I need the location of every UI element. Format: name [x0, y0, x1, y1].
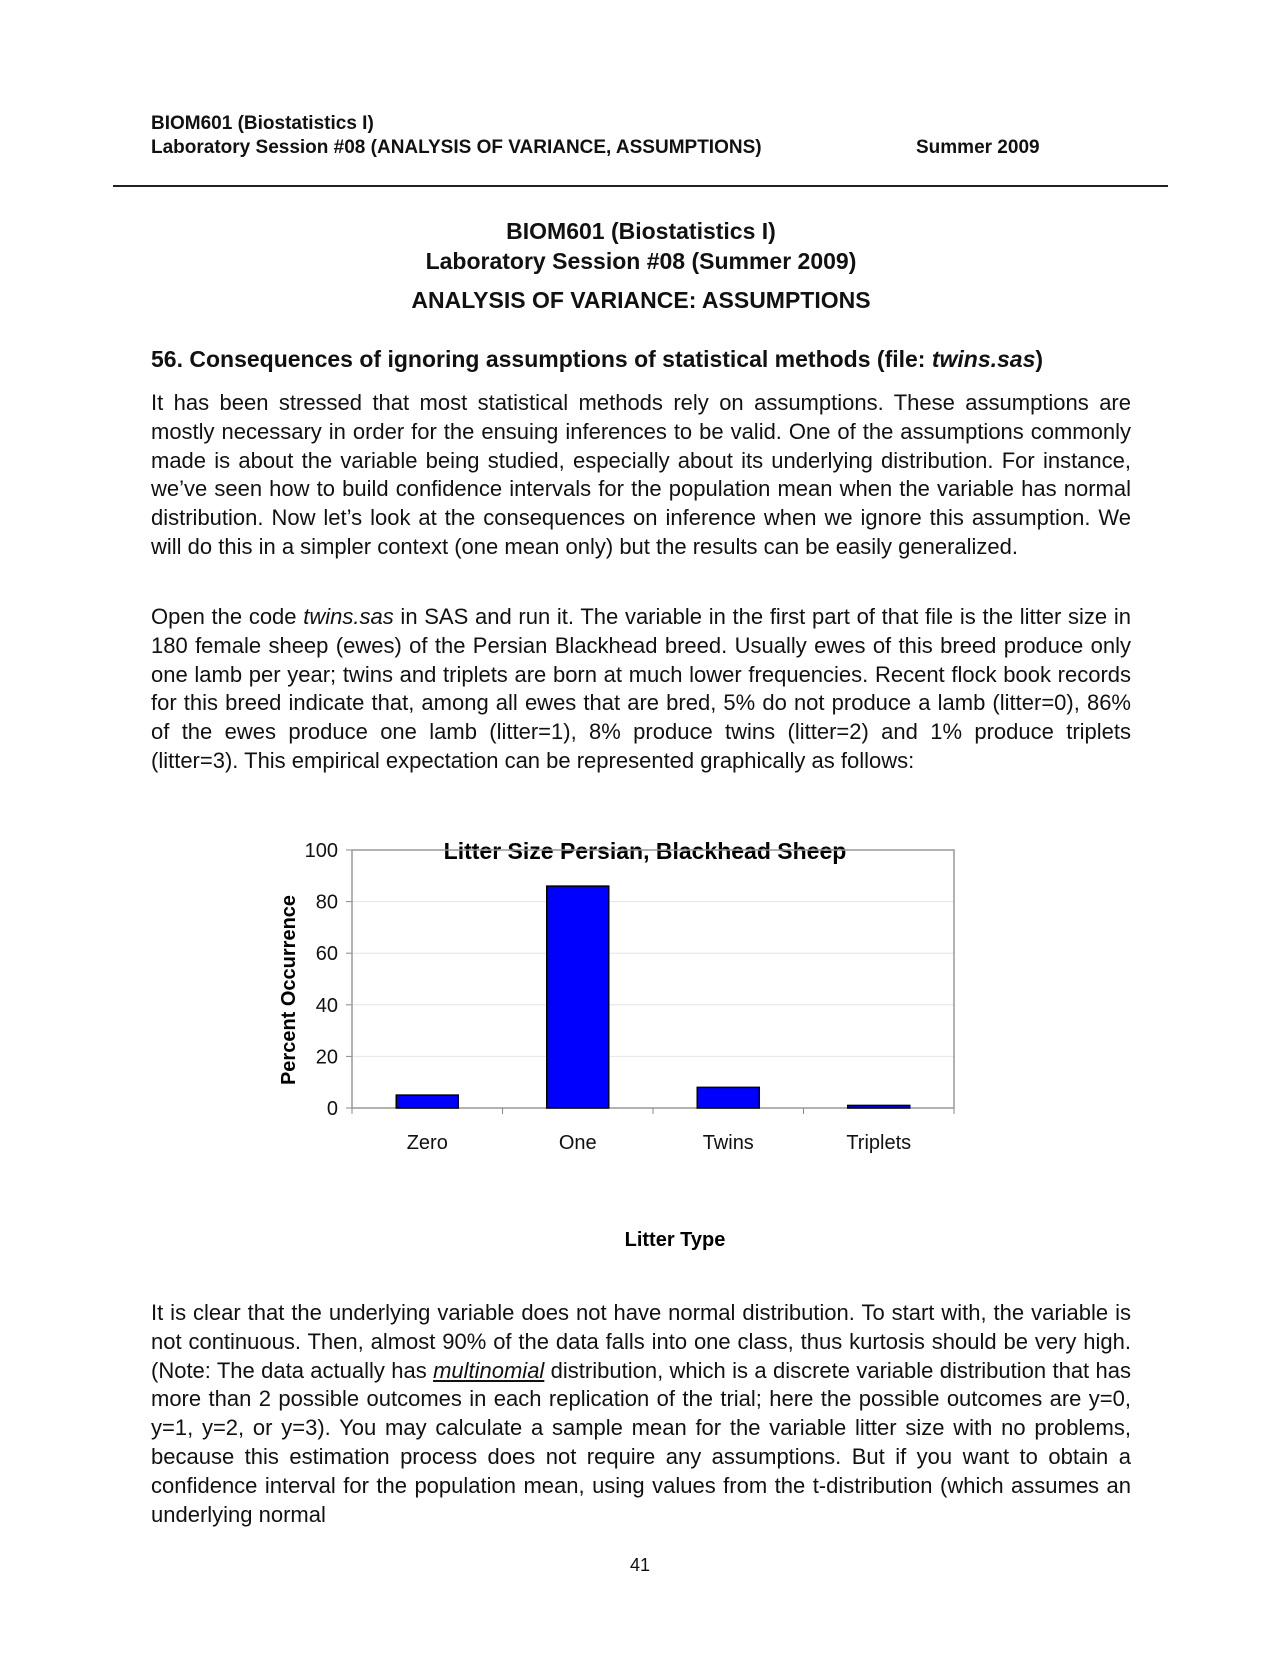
y-tick-label: 80 [315, 891, 338, 914]
x-tick-label: One [558, 1132, 597, 1154]
y-tick-label: 100 [304, 840, 338, 862]
x-tick-label: Twins [702, 1132, 754, 1154]
header-term: Summer 2009 [916, 137, 1040, 158]
y-tick-label: 40 [315, 994, 338, 1017]
title-topic: ANALYSIS OF VARIANCE: ASSUMPTIONS [411, 287, 871, 313]
title-course: BIOM601 (Biostatistics I) [506, 218, 776, 244]
paragraph-data-description [151, 603, 1131, 776]
paragraph-intro: It has been stressed that most statistical methods rely on assumptions. These assumptions are mostly necessary in order for the ensuing inferences to be valid. One of the assumptions commonly made is about the variable being studied, especially about its underlying distribution. For instance, we’ve seen how to build confidence intervals for the population mean when the variable has normal distribution. Now let’s look at the consequences on inference when we ignore this assumption. We will do this in a simpler context (one mean only) but the results can be easily generalized. [151, 390, 1131, 559]
chart-title: Litter Size Persian, Blackhead Sheep [443, 838, 847, 864]
x-tick-label: Zero [406, 1132, 448, 1154]
y-axis-label: Percent Occurrence [278, 894, 300, 1086]
section-heading-text: 56. Consequences of ignoring assumptions of statistical methods (file: [151, 346, 932, 372]
page-number: 41 [629, 1555, 651, 1575]
title-session: Laboratory Session #08 (Summer 2009) [425, 248, 857, 274]
para3-post: distribution, which is a discrete variable distribution that has more than 2 possible outcomes in each replication of the trial; here the possible outcomes are y=0, y=1, y=2, or y=3). You may calculate a sample mean for the variable litter size with no problems, because this estimation process does not require any assumptions. But if you want to obtain a confidence interval for the population mean, using values from the t-distribution (which assumes an underlying normal [151, 1357, 1131, 1527]
header-session: Laboratory Session #08 (ANALYSIS OF VARIANCE, ASSUMPTIONS) [151, 137, 762, 158]
section-heading [151, 346, 1136, 373]
bar-zero [396, 1095, 458, 1108]
plot-frame [352, 850, 954, 1108]
para2-pre: Open the code [151, 604, 304, 629]
x-axis-label: Litter Type [624, 1229, 726, 1251]
para3-pre: It is clear that the underlying variable does not have normal distribution. To start with, the variable is not continuous. Then, almost 90% of the data falls into one class, thus kurtosis should be very high. (Note: The data actually has [151, 1300, 1131, 1383]
bar-one [547, 886, 609, 1108]
x-tick-label: Triplets [846, 1132, 912, 1154]
running-header [151, 112, 1051, 160]
plot-area [305, 840, 954, 1154]
litter-size-chart [270, 830, 1030, 1270]
paragraph-discussion [151, 1299, 1131, 1529]
para3-term: multinomial [433, 1357, 545, 1383]
bar-twins [697, 1087, 759, 1108]
section-heading-file: twins.sas [931, 346, 1036, 372]
para2-file: twins.sas [303, 604, 394, 629]
section-heading-close: ) [1035, 346, 1044, 372]
y-tick-label: 0 [326, 1098, 338, 1120]
para2-post: in SAS and run it. The variable in the first part of that file is the litter size in 180 female sheep (ewes) of the Persian Blackhead breed. Usually ewes of this breed produce only one lamb per year; twins and triplets are born at much lower frequencies. Recent flock book records for this breed indicate that, among all ewes that are bred, 5% do not produce a lamb (litter=0), 86% of the ewes produce one lamb (litter=1), 8% produce twins (litter=2) and 1% produce triplets (litter=3). This empirical expectation can be represented graphically as follows: [151, 604, 1131, 773]
y-tick-label: 60 [315, 943, 338, 966]
bar-triplets [848, 1105, 910, 1108]
header-course: BIOM601 (Biostatistics I) [151, 113, 374, 134]
y-tick-label: 20 [315, 1046, 338, 1069]
page-title [151, 216, 1131, 276]
header-divider [113, 185, 1168, 187]
